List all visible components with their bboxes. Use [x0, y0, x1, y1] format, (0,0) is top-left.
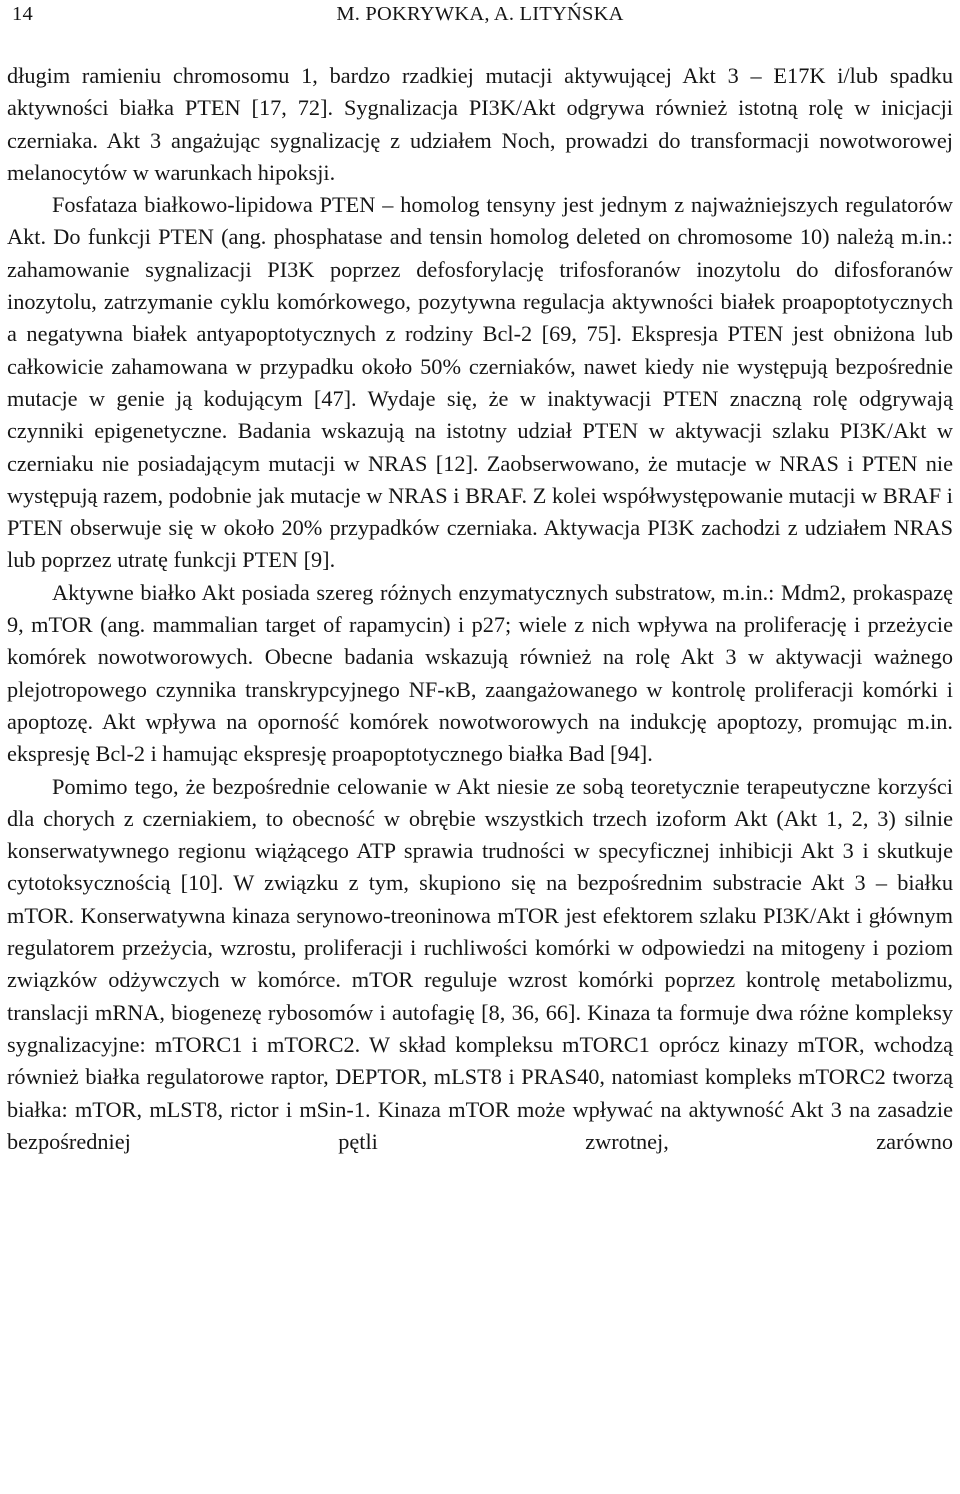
paragraph: Fosfataza białkowo-lipidowa PTEN – homolog tensyny jest jednym z najważniejszych regulatorów Akt. Do funkcji PTEN (ang. phosphatase and tensin homolog deleted on chromosome 10) należą m.in.: zahamowanie sygnalizacji PI3K poprzez defosforylację trifosforanów inozytolu do difosforanów inozytolu, zatrzymanie cyklu komórkowego, pozytywna regulacja aktywności białek proapoptotycznych a negatywna białek antyapoptotycznych z rodziny Bcl-2 [69, 75]. Ekspresja PTEN jest obniżona lub całkowicie zahamowana w przypadku około 50% czerniaków, nawet kiedy nie występują bezpośrednie mutacje w genie ją kodującym [47]. Wydaje się, że w inaktywacji PTEN znaczną rolę odgrywają czynniki epigenetyczne. Badania wskazują na istotny udział PTEN w aktywacji szlaku PI3K/Akt w czerniaku nie posiadającym mutacji w NRAS [12]. Zaobserwowano, że mutacje w NRAS i PTEN nie występują razem, podobnie jak mutacje w NRAS i BRAF. Z kolei współwystępowanie mutacji w BRAF i PTEN obserwuje się w około 20% przypadków czerniaka. Aktywacja PI3K zachodzi z udziałem NRAS lub poprzez utratę funkcji PTEN [9]. — [7, 192, 953, 573]
paragraph: Pomimo tego, że bezpośrednie celowanie w Akt niesie ze sobą teoretycznie terapeutyczne korzyści dla chorych z czerniakiem, to obecność w obrębie wszystkich trzech izoform Akt (Akt 1, 2, 3) silnie konserwatywnego regionu wiążącego ATP sprawia trudności w specyficznej inhibicji Akt 3 i skutkuje cytotoksycznością [10]. W związku z tym, skupiono się na bezpośrednim substracie Akt 3 – białku mTOR. Konserwatywna kinaza serynowo-treoninowa mTOR jest efektorem szlaku PI3K/Akt i głównym regulatorem przeżycia, wzrostu, proliferacji i ruchliwości komórki w odpowiedzi na mitogeny i poziom związków odżywczych w komórce. mTOR reguluje wzrost komórki poprzez kontrolę metabolizmu, translacji mRNA, biogenezę rybosomów i autofagię [8, 36, 66]. Kinaza ta formuje dwa różne kompleksy sygnalizacyjne: mTORC1 i mTORC2. W skład kompleksu mTORC1 oprócz kinazy mTOR, wchodzą również białka regulatorowe raptor, DEPTOR, mLST8 i PRAS40, natomiast kompleks mTORC2 tworzą białka: mTOR, mLST8, rictor i mSin-1. Kinaza mTOR może wpływać na aktywność Akt 3 na zasadzie bezpośredniej pętli zwrotnej, zarówno — [7, 773, 953, 1154]
paragraph: Aktywne białko Akt posiada szereg różnych enzymatycznych substratow, m.in.: Mdm2, prokaspazę 9, mTOR (ang. mammalian target of rapamycin) i p27; wiele z nich wpływa na proliferację i przeżycie komórek nowotworowych. Obecne badania wskazują również na rolę Akt 3 w aktywacji ważnego plejotropowego czynnika transkrypcyjnego NF-κB, zaangażowanego w kontrolę proliferacji komórki i apoptozę. Akt wpływa na oporność komórek nowotworowych na indukcję apoptozy, promując m.in. ekspresję Bcl-2 i hamując ekspresję proapoptotycznego białka Bad [94]. — [7, 579, 953, 767]
page-number: 14 — [12, 3, 33, 25]
body-text — [7, 60, 953, 1158]
page-header — [7, 0, 953, 34]
running-title: M. POKRYWKA, A. LITYŃSKA — [336, 3, 624, 25]
paragraph: długim ramieniu chromosomu 1, bardzo rzadkiej mutacji aktywującej Akt 3 – E17K i/lub spadku aktywności białka PTEN [17, 72]. Sygnalizacja PI3K/Akt odgrywa również istotną rolę w inicjacji czerniaka. Akt 3 angażując sygnalizację z udziałem Noch, prowadzi do transformacji nowotworowej melanocytów w warunkach hipoksji. — [7, 63, 953, 185]
